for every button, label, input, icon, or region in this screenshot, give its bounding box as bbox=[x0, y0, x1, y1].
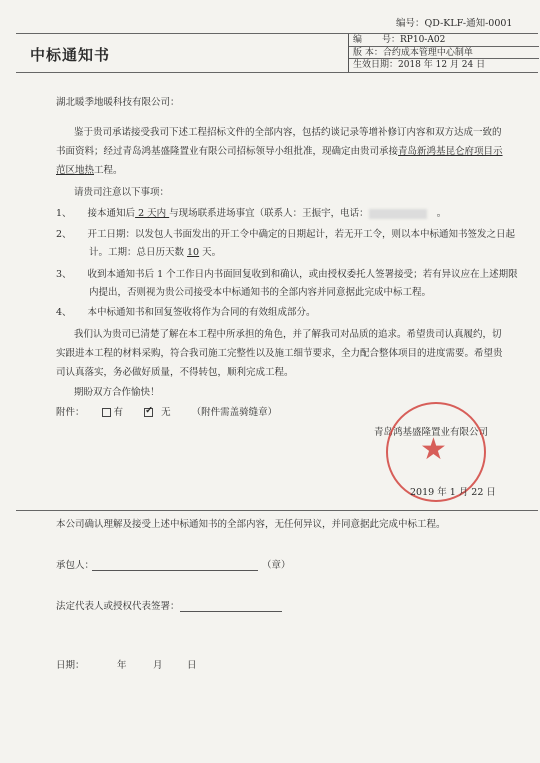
project-name-cont: 范区地热 bbox=[56, 165, 95, 176]
year-label: 年 bbox=[117, 660, 127, 671]
section-divider bbox=[16, 510, 538, 511]
closing: 期盼双方合作愉快！ bbox=[74, 387, 160, 398]
contractor-sign-line[interactable] bbox=[92, 570, 258, 571]
item-3-line2: 内提出，否则视为贵公司接受本中标通知书的全部内容并同意据此完成中标工程。 bbox=[89, 287, 432, 298]
attach-yes-checkbox bbox=[102, 408, 111, 417]
item-3-line1: 3、 收到本通知书后 1 个工作日内书面回复收到和确认，或由授权委托人签署接受；若有异议应在上述期限 bbox=[56, 269, 518, 280]
item-4: 4、 本中标通知书和回复签收将作为合同的有效组成部分。 bbox=[56, 307, 316, 318]
date-label: 日期： bbox=[56, 660, 85, 671]
attachment-row: 附件： 有 ✓ 无 （附件需盖骑缝章） bbox=[56, 405, 278, 418]
confirm-text: 本公司确认理解及接受上述中标通知书的全部内容，无任何异议，并同意据此完成中标工程。 bbox=[56, 519, 446, 530]
header-version-row: 编 号：RP10-A02 bbox=[349, 34, 539, 47]
rep-sign-line[interactable] bbox=[180, 611, 282, 612]
header-bottom-rule bbox=[16, 72, 538, 73]
seal-mark: （章） bbox=[262, 560, 291, 571]
header-date-row: 生效日期：2018 年 12 月 24 日 bbox=[353, 60, 486, 70]
month-label: 月 bbox=[153, 660, 163, 671]
header-edition-row: 版 本：合约成本管理中心制单 bbox=[349, 47, 539, 60]
redacted-phone bbox=[369, 209, 427, 219]
contractor-label: 承包人： bbox=[56, 560, 95, 571]
para1-line3: 范区地热工程。 bbox=[56, 165, 123, 176]
para1-line1: 鉴于贵司承诺接受我司下述工程招标文件的全部内容，包括约谈记录等增补修订内容和双方达成一致的 bbox=[74, 127, 502, 138]
doc-number: 编号：QD-KLF-通知-0001 bbox=[396, 18, 513, 29]
para2-line1: 我们认为贵司已清楚了解在本工程中所承担的角色，并了解我司对品质的追求。希望贵司认真履约，切 bbox=[74, 329, 502, 340]
item-2-line2: 计。工期：总日历天数 10 天。 bbox=[89, 247, 222, 258]
stamp-star-icon: ★ bbox=[420, 432, 447, 467]
para2-line3: 司认真落实，务必做好质量，不得转包，顺利完成工程。 bbox=[56, 367, 294, 378]
header-info-box bbox=[348, 34, 539, 72]
project-name: 青岛新鸿基昆仑府项目示 bbox=[398, 146, 503, 157]
item-2-line1: 2、 开工日期：以发包人书面发出的开工令中确定的日期起计，若无开工令，则以本中标通知书签发之日起 bbox=[56, 229, 516, 240]
issuer-name: 青岛鸿基盛隆置业有限公司 bbox=[374, 427, 489, 438]
para1-line2: 书面资料；经过青岛鸿基盛隆置业有限公司招标领导小组批准，现确定由贵司承接青岛新鸿基昆仑府项目示 bbox=[56, 146, 503, 157]
day-label: 日 bbox=[187, 660, 197, 671]
document-title: 中标通知书 bbox=[30, 46, 111, 64]
item-1: 1、 接本通知后 2 天内 与现场联系进场事宜（联系人：王振宇，电话： 。 bbox=[56, 208, 447, 219]
rep-label: 法定代表人或授权代表签署： bbox=[56, 601, 180, 612]
issue-date: 2019 年 1 月 22 日 bbox=[410, 487, 496, 498]
notes-intro: 请贵司注意以下事项： bbox=[74, 187, 170, 198]
checkmark-icon: ✓ bbox=[145, 405, 154, 416]
recipient: 湖北暖季地暖科技有限公司： bbox=[56, 97, 180, 108]
para2-line2: 实跟进本工程的材料采购，符合我司施工完整性以及施工细节要求，全力配合整体项目的进度需要。希望贵 bbox=[56, 348, 503, 359]
